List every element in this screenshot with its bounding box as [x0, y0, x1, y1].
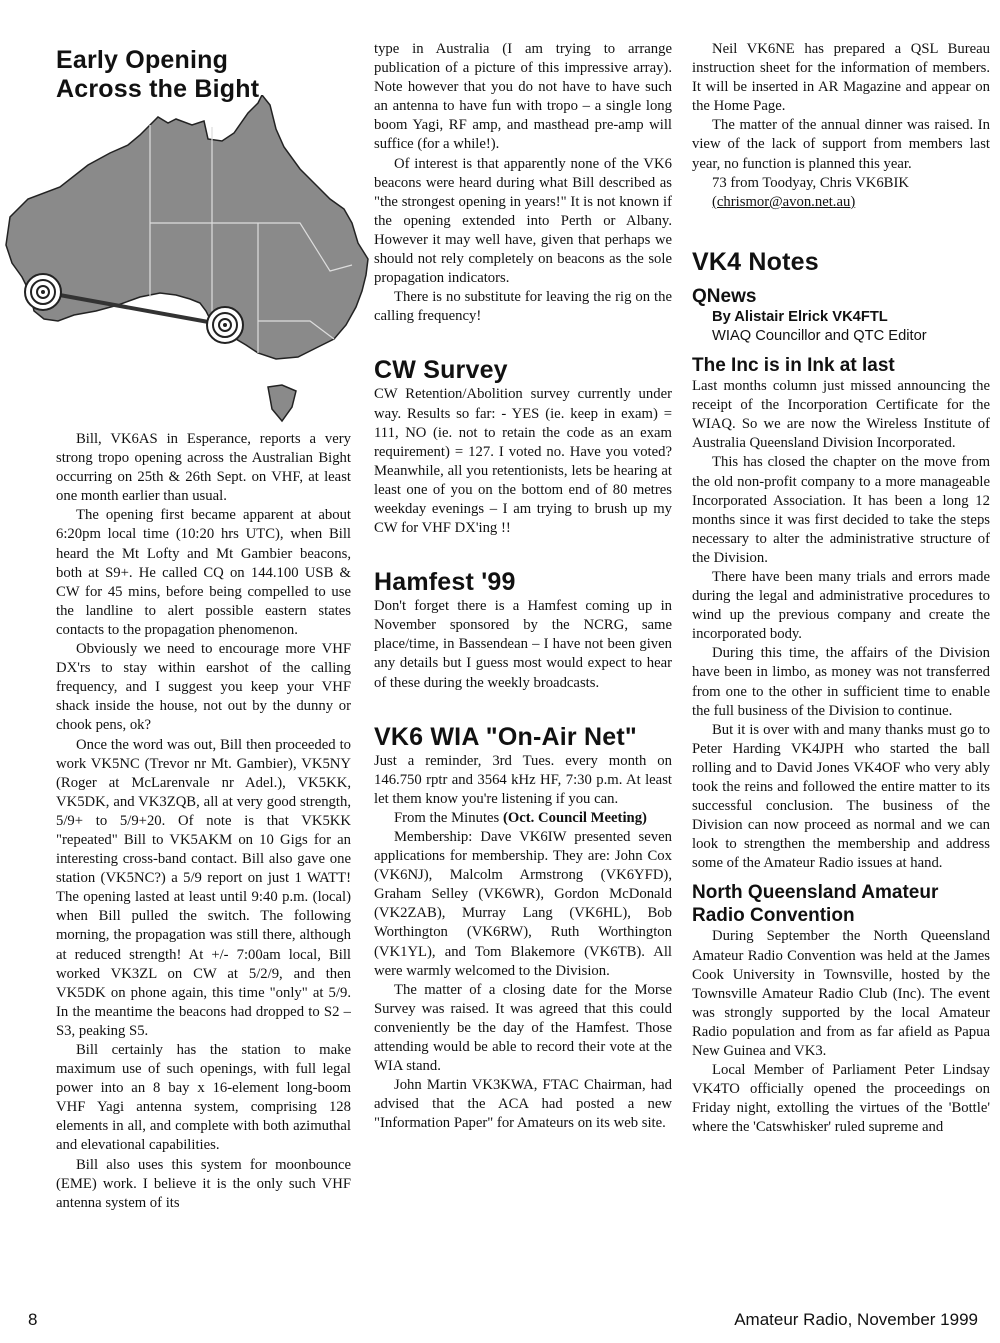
paragraph: Bill also uses this system for moonbounce (EME) work. I believe it is the only such VHF antenna system of its — [56, 1156, 351, 1211]
australia-map-illustration — [0, 95, 375, 425]
minutes-lead: From the Minutes — [394, 809, 503, 826]
paragraph: But it is over with and many thanks must go to Peter Harding VK4JPH who started the ball rolling and to David Jones VK4OF who very ably took the reins and followed the entire matter to its successful conclusion. The business of the Division can now proceed as normal and we can look to strengthen the membership and address some of the Amateur Radio issues at hand. — [692, 721, 990, 872]
column-2 — [374, 40, 672, 1302]
paragraph: Membership: Dave VK6IW presented seven applications for membership. They are: John Cox (VK6NJ), Malcolm Armstrong (VK6YFD), Graham Selley (VK6WR), Gordon McDonald (VK2ZAB), Murray Lang (VK6HL), Bob Worthington (VK6RW), Ruth Worthington (VK1YL), and Tom Blakemore (VK6TB). All were warmly welcomed to the Division. — [374, 829, 672, 979]
article-body-part-1 — [56, 430, 351, 1213]
column-3 — [692, 40, 990, 1302]
paragraph: This has closed the chapter on the move from the old non-profit company to a more manageable Incorporated Association. It has been a long 12 months since it was first decided to take the steps necessary to alter the administrative structure of the Division. — [692, 454, 990, 566]
cw-survey-title: CW Survey — [374, 356, 508, 385]
paragraph: During this time, the affairs of the Division have been in limbo, as money was not transferred from one to the other in sufficient time to enable the full business of the Division to continue. — [692, 645, 990, 719]
paragraph: The opening first became apparent at about 6:20pm local time (10:20 hrs UTC), when Bill heard the Mt Lofty and Mt Gambier beacons, both at S9+. He called CQ on 144.100 USB & CW for 45 mins, before being compelled to use the landline to alert possible eastern states contacts to the propagation phenomenon. — [56, 507, 351, 638]
paragraph: Just a reminder, 3rd Tues. every month on 146.750 rptr and 3564 kHz HF, 7:30 p.m. At least let them know you're listening if you can. — [374, 752, 672, 807]
magazine-footer: Amateur Radio, November 1999 — [734, 1310, 978, 1329]
paragraph: Don't forget there is a Hamfest coming up in November sponsored by the NCRG, same place/time, in Bassendean – I have not been given any details but I guess most would expect to hear of these during the weekly broadcasts. — [374, 598, 672, 691]
paragraph: CW Retention/Abolition survey currently under way. Results so far: - YES (ie. keep in exam) = 111, NO (ie. not to retain the code as an exam requirement) = 127. I voted no. Have you voted? Meanwhile, all you retentionists, lets be hearing at least one of you on the bottom end of 80 metres weekday evenings – I am trying to brush up my CW for VHF DX'ing !! — [374, 386, 672, 537]
hamfest-title: Hamfest '99 — [374, 568, 516, 597]
paragraph: type in Australia (I am trying to arrange publication of a picture of this impressive array). Note however that you do not have to have such an antenna to have fun with tropo – a single long boom Yagi, RF amp, and masthead pre-amp will suffice (for a while!). — [374, 41, 672, 153]
paragraph: Once the word was out, Bill then proceeded to work VK5NC (Trevor nr Mt. Gambier), VK5NY (Roger at McLarenvale nr Adel.), VK5KK, VK5DK, and VK3ZQB, all at very good strength, 5/9+ to 5/9+20. Of note is that VK5KK "repeated" Bill to VK5AKM on 10 Gigs for an interesting cross-band contact. Bill also gave one station (VK5NC?) a 5/9 report on just 1 WATT! The opening lasted at least until 9:40 p.m. (local) when Bill pulled the switch. The following morning, the propagation was still there, although at reduced strength! At +/- 7:00am local, Bill worked VK3ZL on CW at 5/2/9, and then VK5DK on phone again, this time "only" at 5/9. In the meantime the beacons had dropped to S2 – S3, peaking S5. — [56, 736, 351, 1039]
title-line-1: Early Opening — [56, 46, 229, 74]
onair-net-title: VK6 WIA "On-Air Net" — [374, 722, 637, 751]
paragraph: During September the North Queensland Amateur Radio Convention was held at the James Cook University in Townsville, hosted by the Townsville Amateur Radio Club (Inc). The event was strongly supported by the local Amateur Radio population and from as far afield as Papua New Guinea and VK3. — [692, 928, 990, 1060]
vk4-notes-title: VK4 Notes — [692, 247, 819, 276]
paragraph: Of interest is that apparently none of the VK6 beacons were heard during what Bill described as "the strongest opening in years!" It is not known if the opening extended into Perth or Albany. However it may well have, given that perhaps we should not rely completely on beacons as the sole propagation indicators. — [374, 155, 672, 287]
byline: By Alistair Elrick VK4FTL — [712, 308, 888, 325]
paragraph: Obviously we need to encourage more VHF DX'rs to stay within earshot of the calling frequency, and I suggest you keep your VHF shack inside the house, not out by the dunny or chook pens, ok? — [56, 641, 351, 734]
signoff: 73 from Toodyay, Chris VK6BIK — [712, 174, 909, 191]
paragraph: The matter of a closing date for the Morse Survey was raised. It was agreed that this could conveniently be the day of the Hamfest. Those attending would be able to record their vote at the WIA stand. — [374, 981, 672, 1075]
minutes-meeting: (Oct. Council Meeting) — [502, 809, 647, 826]
paragraph: Neil VK6NE has prepared a QSL Bureau instruction sheet for the information of members. It will be inserted in AR Magazine and appear on the Home Page. — [692, 41, 990, 115]
byline-role: WIAQ Councillor and QTC Editor — [712, 327, 927, 344]
paragraph: There is no substitute for leaving the rig on the calling frequency! — [374, 289, 672, 325]
qnews-heading: QNews — [692, 285, 757, 307]
paragraph: Bill, VK6AS in Esperance, reports a very strong tropo opening across the Australian Bight occurring on 25th & 26th Sept. on VHF, at least one month earlier than usual. — [56, 431, 351, 505]
paragraph: John Martin VK3KWA, FTAC Chairman, had advised that the ACA had posted a new "Information Paper" for Amateurs on its web site. — [374, 1077, 672, 1132]
paragraph: Bill certainly has the station to make maximum use of such openings, with full legal power into an 8 bay x 16-element long-boom VHF Yagi antenna system, comprising 128 elements in all, and complete with both azimuthal and elevational capabilities. — [56, 1042, 351, 1154]
paragraph: There have been many trials and errors made during the legal and administrative procedures to wind up the previous company and create the incorporated body. — [692, 568, 990, 643]
email-link[interactable]: (chrismor@avon.net.au) — [712, 193, 856, 210]
australia-map-icon — [0, 95, 375, 425]
paragraph: Local Member of Parliament Peter Lindsay VK4TO officially opened the proceedings on Friday night, extolling the virtues of the 'Bottle' where the 'Catswhisker' ruled supreme and — [692, 1062, 990, 1136]
title-line-2: Across the Bight — [56, 75, 260, 103]
paragraph: The matter of the annual dinner was raised. In view of the lack of support from members last year, no function is planned this year. — [692, 117, 990, 172]
page-number: 8 — [28, 1310, 38, 1329]
paragraph: Last months column just missed announcing the receipt of the Incorporation Certificate for the WIAQ. So we are now the Wireless Institute of Australia Queensland Division Incorporated. — [692, 378, 990, 452]
paragraph — [374, 809, 672, 828]
inc-heading: The Inc is in Ink at last — [692, 355, 895, 377]
nq-heading-line-1: North Queensland Amateur — [692, 882, 939, 904]
nq-heading-line-2: Radio Convention — [692, 905, 855, 927]
